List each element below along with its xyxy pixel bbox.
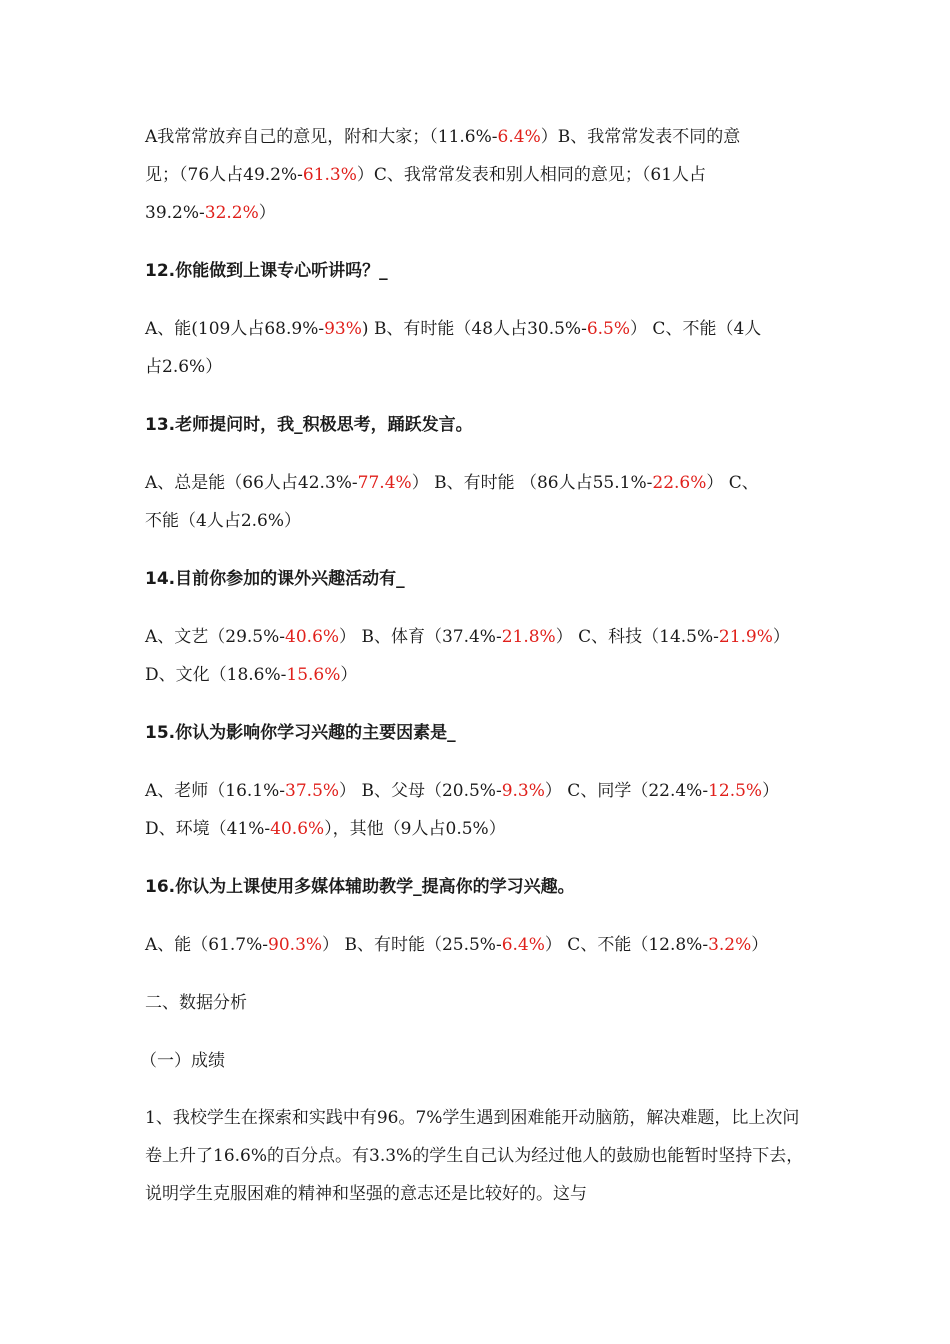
section-heading: 二、数据分析 <box>145 993 247 1013</box>
q11-highlight: 32.2% <box>204 203 259 223</box>
q12-highlight: 6.5% <box>586 319 631 339</box>
q14-text: ） <box>340 665 358 685</box>
q16-text: A、能（61.7%- <box>145 935 269 955</box>
q15-text: A、老师（16.1%- <box>145 781 286 801</box>
q13-title: 13.老师提问时，我_积极思考，踊跃发言。 <box>145 415 473 435</box>
q14-text: ） C、科技（14.5%- <box>555 627 719 647</box>
q15-highlight: 40.6% <box>270 819 325 839</box>
q14-options-line-1 <box>145 626 790 648</box>
q16-text: ） C、不能（12.8%- <box>544 935 709 955</box>
q13-highlight: 77.4% <box>357 473 412 493</box>
q14-text: A、文艺（29.5%- <box>145 627 286 647</box>
q15-text: ），其他（9人占0.5%） <box>324 819 506 839</box>
q11-text: A我常常放弃自己的意见，附和大家；（11.6%- <box>145 127 498 147</box>
q14-highlight: 40.6% <box>285 627 340 647</box>
q15-text: D、环境（41%- <box>145 819 271 839</box>
q13-options-line-1 <box>145 472 759 494</box>
q12-options-line-2: 占2.6%） <box>145 357 223 377</box>
q11-text: ）B、我常常发表不同的意 <box>540 127 741 147</box>
q12-options-line-1 <box>145 318 761 340</box>
q14-highlight: 21.8% <box>501 627 556 647</box>
q14-text: D、文化（18.6%- <box>145 665 287 685</box>
q11-text: 39.2%- <box>145 203 205 223</box>
q16-title: 16.你认为上课使用多媒体辅助教学_提高你的学习兴趣。 <box>145 877 575 897</box>
q14-text: ） <box>772 627 790 647</box>
q15-highlight: 9.3% <box>501 781 545 801</box>
q14-highlight: 21.9% <box>718 627 773 647</box>
body-paragraph: 1、我校学生在探索和实践中有96。7%学生遇到困难能开动脑筋，解决难题，比上次问卷上升了16.6%的百分点。有3.3%的学生自己认为经过他人的鼓励也能暂时坚持下去，说明学生克服困难的精神和坚强的意志还是比较好的。这与 <box>145 1108 804 1204</box>
q12-title: 12.你能做到上课专心听讲吗？_ <box>145 261 388 281</box>
q16-text: ） B、有时能（25.5%- <box>322 935 502 955</box>
q13-highlight: 22.6% <box>652 473 707 493</box>
q13-text: ） C、 <box>706 473 759 493</box>
q13-options-line-2: 不能（4人占2.6%） <box>145 511 302 531</box>
q11-options-line-1 <box>145 126 740 148</box>
q15-options-line-1 <box>145 780 779 802</box>
q16-highlight: 90.3% <box>268 935 323 955</box>
q11-options-line-3 <box>145 202 276 224</box>
q11-options-line-2 <box>145 164 706 186</box>
q15-options-line-2 <box>145 818 506 840</box>
q16-highlight: 6.4% <box>501 935 545 955</box>
q12-text: A、能(109人占68.9%- <box>145 319 325 339</box>
q16-text: ） <box>751 935 769 955</box>
q15-title: 15.你认为影响你学习兴趣的主要因素是_ <box>145 723 456 743</box>
q12-highlight: 93% <box>324 319 362 339</box>
q12-text: ） C、不能（4人 <box>630 319 762 339</box>
q15-highlight: 37.5% <box>285 781 340 801</box>
q16-highlight: 3.2% <box>708 935 752 955</box>
q13-text: A、总是能（66人占42.3%- <box>145 473 358 493</box>
q11-text: ）C、我常常发表和别人相同的意见；（61人占 <box>356 165 707 185</box>
q15-text: ） <box>762 781 780 801</box>
subsection-heading: （一）成绩 <box>140 1051 225 1071</box>
q11-text: 见；（76人占49.2%- <box>145 165 303 185</box>
q16-options-line-1 <box>145 934 768 956</box>
q15-highlight: 12.5% <box>708 781 763 801</box>
q14-options-line-2 <box>145 664 357 686</box>
q14-text: ） B、体育（37.4%- <box>339 627 502 647</box>
q11-highlight: 61.3% <box>302 165 357 185</box>
q14-title: 14.目前你参加的课外兴趣活动有_ <box>145 569 405 589</box>
q14-highlight: 15.6% <box>286 665 341 685</box>
q15-text: ） B、父母（20.5%- <box>339 781 502 801</box>
q13-text: ） B、有时能 （86人占55.1%- <box>411 473 653 493</box>
q15-text: ） C、同学（22.4%- <box>544 781 709 801</box>
q11-highlight: 6.4% <box>497 127 541 147</box>
q11-text: ） <box>258 203 276 223</box>
q12-text: ) B、有时能（48人占30.5%- <box>361 319 587 339</box>
